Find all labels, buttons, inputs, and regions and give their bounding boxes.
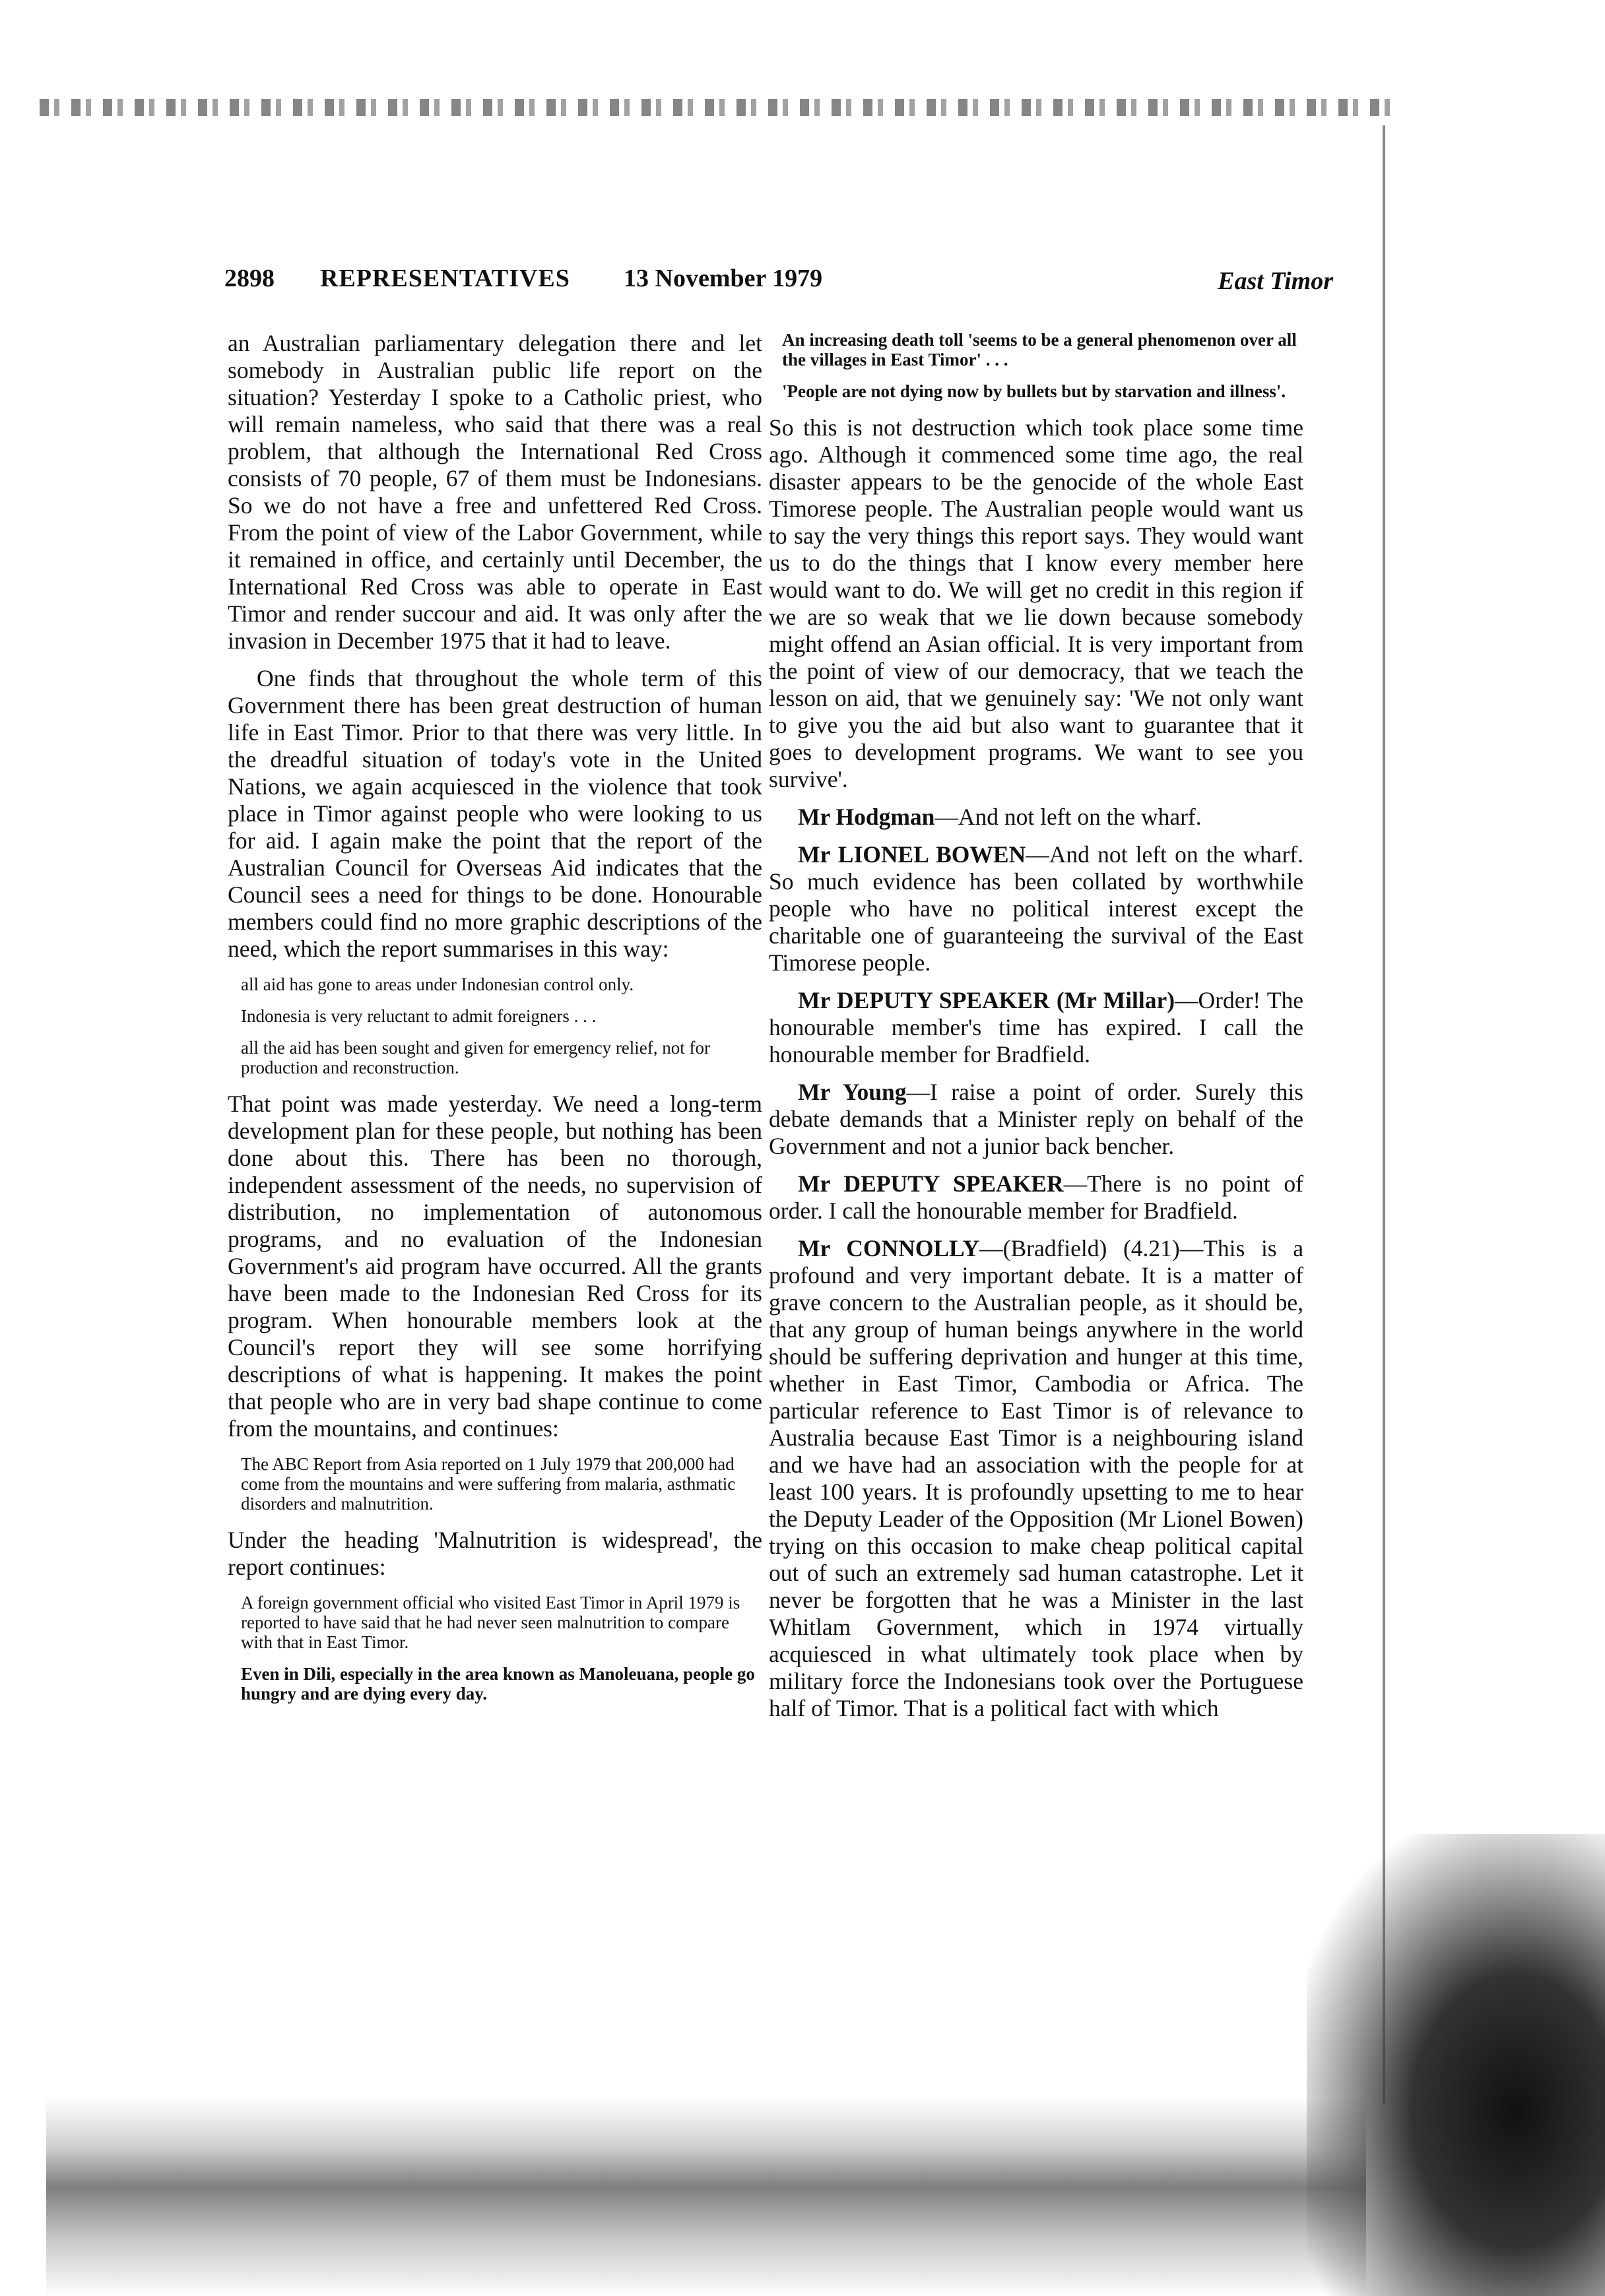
left-column [228,330,762,1704]
scan-noise-top [40,99,1392,116]
scan-noise-bottom [46,2098,1366,2296]
quotation: A foreign government official who visited East Timor in April 1979 is reported to have said that he had never seen malnutrition to compare with that in East Timor. [241,1593,740,1652]
speech-text: —And not left on the wharf. So much evidence has been collated by worthwhile people who have no political interest except the charitable one of guaranteeing the survival of the East Timorese people. [769,841,1304,976]
speaker-name: Mr Hodgman [798,804,935,830]
quotation: Indonesia is very reluctant to admit foreigners . . . [241,1006,597,1026]
speech-text: —There is no point of order. I call the honourable member for Bradfield. [769,1170,1303,1224]
quotation: An increasing death toll 'seems to be a general phenomenon over all the villages in East Timor' . . . [782,330,1297,369]
speech-deputy-speaker [769,987,1303,1068]
quotation: all the aid has been sought and given for emergency relief, not for production and reconstruction. [241,1038,711,1077]
right-column [769,330,1303,1722]
speech-bowen [769,841,1303,976]
speech-deputy-speaker-2 [769,1170,1303,1225]
speaker-name: Mr LIONEL BOWEN [798,841,1026,868]
speech-text: —And not left on the wharf. [934,804,1202,830]
quotation: all aid has gone to areas under Indonesian control only. [241,974,634,994]
paragraph: So this is not destruction which took place some time ago. Although it commenced some time ago, the real disaster appears to be the genocide of the whole East Timorese people. The Australian people would want us to say the very things this report says. They would want us to do the things that I know every member here would want to do. We will get no credit in this region if we are so weak that we lie down because somebody might offend an Asian official. It is very important from the point of view of our democracy, that we teach the lesson on aid, that we genuinely say: 'We not only want to give you the aid but also want to guarantee that it goes to development programs. We want to see you survive'. [769,414,1303,792]
section-title: East Timor [1218,267,1333,295]
speech-hodgman [769,804,1303,831]
speech-text: —Order! The honourable member's time has expired. I call the honourable member for Bradfield. [769,987,1303,1068]
page-number: 2898 [224,265,275,292]
sitting-date: 13 November 1979 [624,265,823,292]
paragraph: an Australian parliamentary delegation there and let somebody in Australian public life report on the situation? Yesterday I spoke to a Catholic priest, who will remain nameless, who said that there was a real problem, that although the International Red Cross consists of 70 people, 67 of them must be Indonesians. So we do not have a free and unfettered Red Cross. From the point of view of the Labor Government, while it remained in office, and certainly until December, the International Red Cross was able to operate in East Timor and render succour and aid. It was only after the invasion in December 1975 that it had to leave. [228,330,762,654]
scan-edge-right [1383,125,1418,2105]
speaker-name: Mr DEPUTY SPEAKER [798,1170,1064,1197]
speaker-name: Mr Young [798,1079,907,1105]
speaker-name: Mr CONNOLLY [798,1235,980,1261]
paragraph: Under the heading 'Malnutrition is widespread', the report continues: [228,1527,762,1580]
speech-text: —I raise a point of order. Surely this debate demands that a Minister reply on behalf of the Government and not a junior back bencher. [769,1079,1304,1159]
scan-smudge [1307,1834,1605,2296]
chamber-name: REPRESENTATIVES [320,265,570,292]
speaker-name: Mr DEPUTY SPEAKER (Mr Millar) [798,987,1175,1013]
page-header [224,264,1333,303]
paragraph: One finds that throughout the whole term of this Government there has been great destruction of human life in East Timor. Prior to that there was very little. In the dreadful situation of today's vote in the United Nations, we again acquiesced in the violence that took place in Timor against people who were looking to us for aid. I again make the point that the report of the Australian Council for Overseas Aid indicates that the Council sees a need for things to be done. Honourable members could find no more graphic descriptions of the need, which the report summarises in this way: [228,665,762,962]
speech-connolly [769,1235,1303,1722]
quotation: 'People are not dying now by bullets but by starvation and illness'. [782,381,1286,401]
speech-young [769,1079,1303,1160]
speech-text: —(Bradfield) (4.21)—This is a profound and very important debate. It is a matter of grave concern to the Australian people, as it should be, that any group of human beings anywhere in the world should be suffering deprivation and hunger at this time, whether in East Timor, Cambodia or Africa. The particular reference to East Timor is of relevance to Australia because East Timor is a neighbouring island and we have had an association with the people for at least 100 years. It is profoundly upsetting to me to hear the Deputy Leader of the Opposition (Mr Lionel Bowen) trying on this occasion to make cheap political capital out of such an extremely sad human catastrophe. Let it never be forgotten that he was a Minister in the last Whitlam Government, which in 1974 virtually acquiesced in what ultimately took place when by military force the Indonesians took over the Portuguese half of Timor. That is a political fact with which [769,1235,1303,1721]
quotation: Even in Dili, especially in the area known as Manoleuana, people go hungry and are dying every day. [241,1664,755,1704]
paragraph: That point was made yesterday. We need a long-term development plan for these people, but nothing has been done about this. There has been no thorough, independent assessment of the needs, no supervision of distribution, no implementation of autonomous programs, and no evaluation of the Indonesian Government's aid program have occurred. All the grants have been made to the Indonesian Red Cross for its program. When honourable members look at the Council's report they will see some horrifying descriptions of what is happening. It makes the point that people who are in very bad shape continue to come from the mountains, and continues: [228,1091,762,1442]
quotation: The ABC Report from Asia reported on 1 July 1979 that 200,000 had come from the mountains and were suffering from malaria, asthmatic disorders and malnutrition. [241,1454,736,1514]
